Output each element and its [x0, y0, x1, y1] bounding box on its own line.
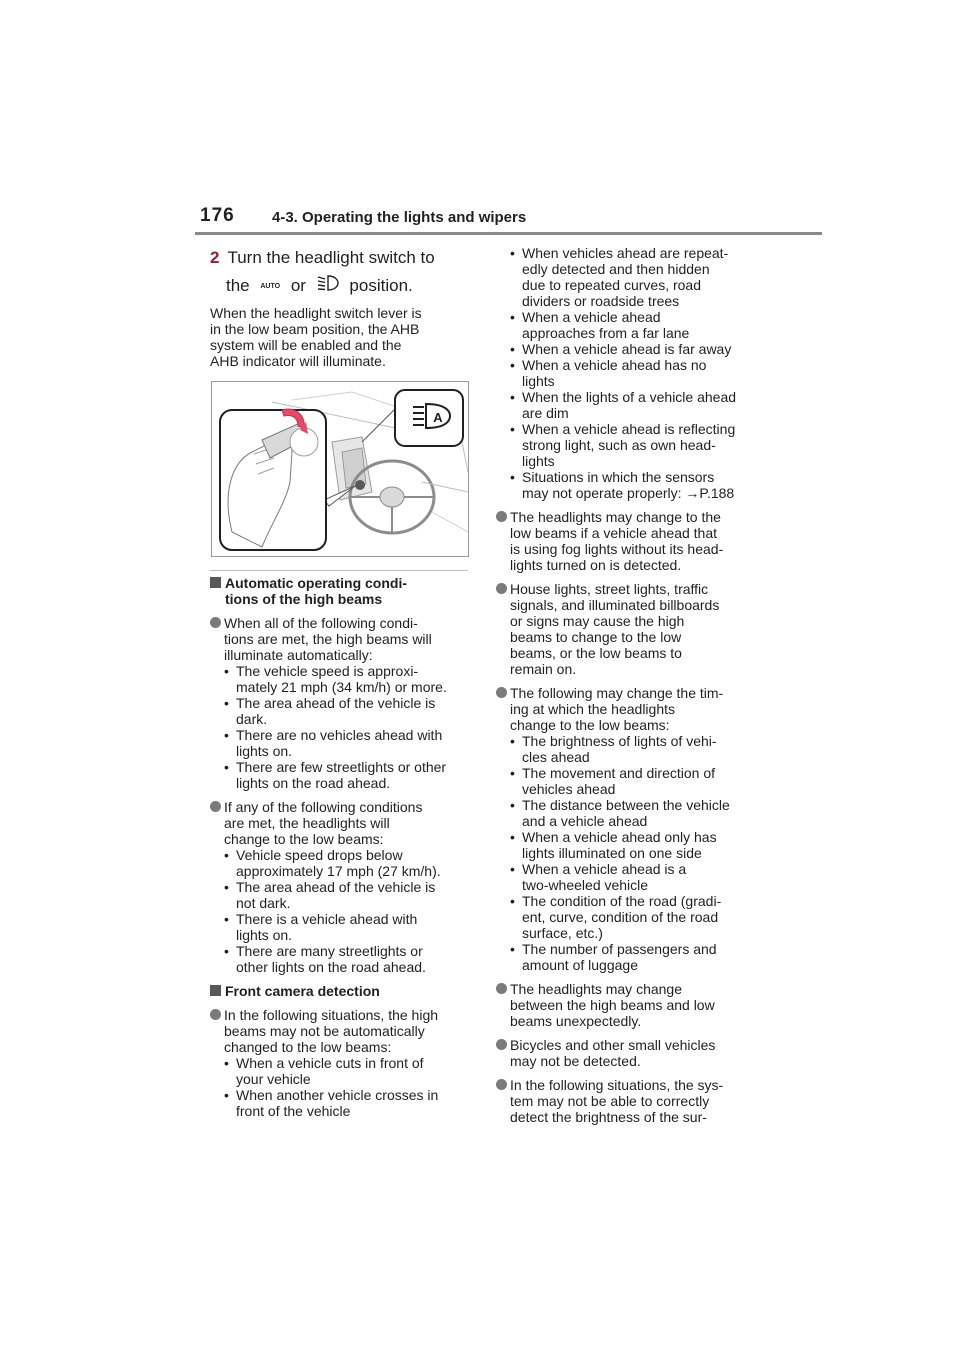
step-2 [210, 244, 472, 301]
bullet-line: are met, the headlights will [224, 815, 390, 831]
bullet-item [210, 615, 472, 791]
step-text-or: or [290, 276, 306, 295]
continued-sub-list [496, 245, 758, 501]
heading-line: Automatic operating condi- [225, 575, 407, 591]
bullet-item [210, 799, 472, 975]
bullet-item: The headlights may change between the high beams and low beams unexpectedly. [496, 981, 758, 1029]
intro-line: system will be enabled and the [210, 337, 402, 353]
heading-line: Front camera detection [225, 983, 380, 999]
bullet-line: changed to the low beams: [224, 1039, 392, 1055]
intro-line: AHB indicator will illuminate. [210, 353, 386, 369]
headlight-switch-illustration [211, 381, 469, 557]
square-bullet-icon [210, 985, 221, 996]
sub-item: • There are few streetlights or other lights on the road ahead. [224, 759, 447, 791]
bullet-line: change to the low beams: [224, 831, 384, 847]
sub-item: • The distance between the vehicle and a vehicle ahead [510, 797, 730, 829]
sub-item: • When vehicles ahead are repeat- edly detected and then hidden due to repeated curves, road dividers or roadside trees [510, 245, 729, 309]
intro-paragraph [210, 305, 472, 369]
bullet-line: In the following situations, the high [224, 1007, 439, 1023]
step-line-2 [210, 272, 472, 301]
header-rule [195, 232, 822, 235]
sub-item: • When the lights of a vehicle ahead are dim [510, 389, 737, 421]
heading-auto-conditions [210, 575, 472, 607]
heading-line: tions of the high beams [225, 591, 383, 607]
step-text-1: Turn the headlight switch to [227, 248, 435, 267]
bullet-item: The headlights may change to the low beams if a vehicle ahead that is using fog lights without its head- lights turned on is detected. [496, 509, 758, 573]
round-bullet-icon [210, 801, 221, 812]
sub-item: • There is a vehicle ahead with lights on. [224, 911, 418, 943]
bullet-line: beams may not be automatically [224, 1023, 425, 1039]
page-header [0, 0, 960, 240]
figure-callout-label: A [433, 410, 443, 425]
sub-item: • There are no vehicles ahead with lights on. [224, 727, 443, 759]
section-title: 4-3. Operating the lights and wipers [272, 209, 527, 226]
round-bullet-icon [210, 1009, 221, 1020]
sub-item: • Situations in which the sensors may not operate properly: →P.188 [510, 469, 735, 501]
step-text-the: the [226, 276, 250, 295]
sub-item: • When a vehicle cuts in front of your vehicle [224, 1055, 424, 1087]
sub-item: • When a vehicle ahead has no lights [510, 357, 707, 389]
page-number: 176 [200, 205, 235, 226]
round-bullet-icon [210, 617, 221, 628]
section-divider [210, 570, 468, 571]
sub-item: • Vehicle speed drops below approximately 17 mph (27 km/h). [224, 847, 441, 879]
dashboard-drawing [212, 382, 468, 556]
bullet-line: tions are met, the high beams will [224, 631, 432, 647]
square-bullet-icon [210, 577, 221, 588]
sub-item: • When a vehicle ahead approaches from a far lane [510, 309, 690, 341]
round-bullet-icon [496, 1079, 507, 1090]
sub-item: • The condition of the road (gradi- ent, curve, condition of the road surface, etc.) [510, 893, 722, 941]
sub-item: • The number of passengers and amount of luggage [510, 941, 717, 973]
page-reference-link[interactable]: P.188 [699, 485, 735, 501]
sub-item: • When a vehicle ahead is far away [510, 341, 732, 357]
sub-item: • The movement and direction of vehicles ahead [510, 765, 715, 797]
bullet-line: When all of the following condi- [224, 615, 418, 631]
sub-item: • The vehicle speed is approxi- mately 21 mph (34 km/h) or more. [224, 663, 447, 695]
sub-item: • When a vehicle ahead only has lights illuminated on one side [510, 829, 717, 861]
right-column [496, 245, 758, 1125]
sub-item: • The area ahead of the vehicle is dark. [224, 695, 436, 727]
page-reference-arrow-icon: → [685, 485, 700, 501]
sub-item: • The area ahead of the vehicle is not dark. [224, 879, 436, 911]
intro-line: When the headlight switch lever is [210, 305, 422, 321]
sub-item: • When a vehicle ahead is a two-wheeled vehicle [510, 861, 687, 893]
round-bullet-icon [496, 687, 507, 698]
intro-line: in the low beam position, the AHB [210, 321, 420, 337]
sub-item: • There are many streetlights or other lights on the road ahead. [224, 943, 426, 975]
round-bullet-icon [496, 983, 507, 994]
step-line-1 [210, 244, 472, 272]
step-number: 2 [210, 248, 220, 267]
sub-item: • When another vehicle crosses in front of the vehicle [224, 1087, 439, 1119]
round-bullet-icon [496, 511, 507, 522]
auto-icon: AUTO [260, 282, 281, 290]
bullet-item: House lights, street lights, traffic signals, and illuminated billboards or signs may cause the high beams to change to the low beams, or the low beams to remain on. [496, 581, 758, 677]
sub-item: • When a vehicle ahead is reflecting strong light, such as own head- lights [510, 421, 736, 469]
bullet-item [210, 1007, 472, 1119]
bullet-line: illuminate automatically: [224, 647, 373, 663]
round-bullet-icon [496, 583, 507, 594]
bullet-item: The following may change the tim- ing at which the headlights change to the low beams: • The brightness of lights of vehi- cles ahead • The movement and direction of vehicles ahead • The distance between the vehicle and a vehicle ahead • When a vehicle ahead only has lights illuminated on one side • When a vehicle ahead is a two-wheeled vehicle • The condition of the road (gradi- ent, curve, condition of the road surface, etc.) • The number of passengers and amount of luggage [496, 685, 758, 973]
sub-item: • The brightness of lights of vehi- cles ahead [510, 733, 717, 765]
low-beam-headlight-icon [317, 273, 339, 301]
heading-front-camera [210, 983, 472, 999]
bullet-item: In the following situations, the sys- tem may not be able to correctly detect the brightness of the sur- [496, 1077, 758, 1125]
step-text-position: position. [349, 276, 413, 295]
bullet-item: Bicycles and other small vehicles may not be detected. [496, 1037, 758, 1069]
round-bullet-icon [496, 1039, 507, 1050]
bullet-line: If any of the following conditions [224, 799, 423, 815]
left-column [210, 575, 472, 1119]
